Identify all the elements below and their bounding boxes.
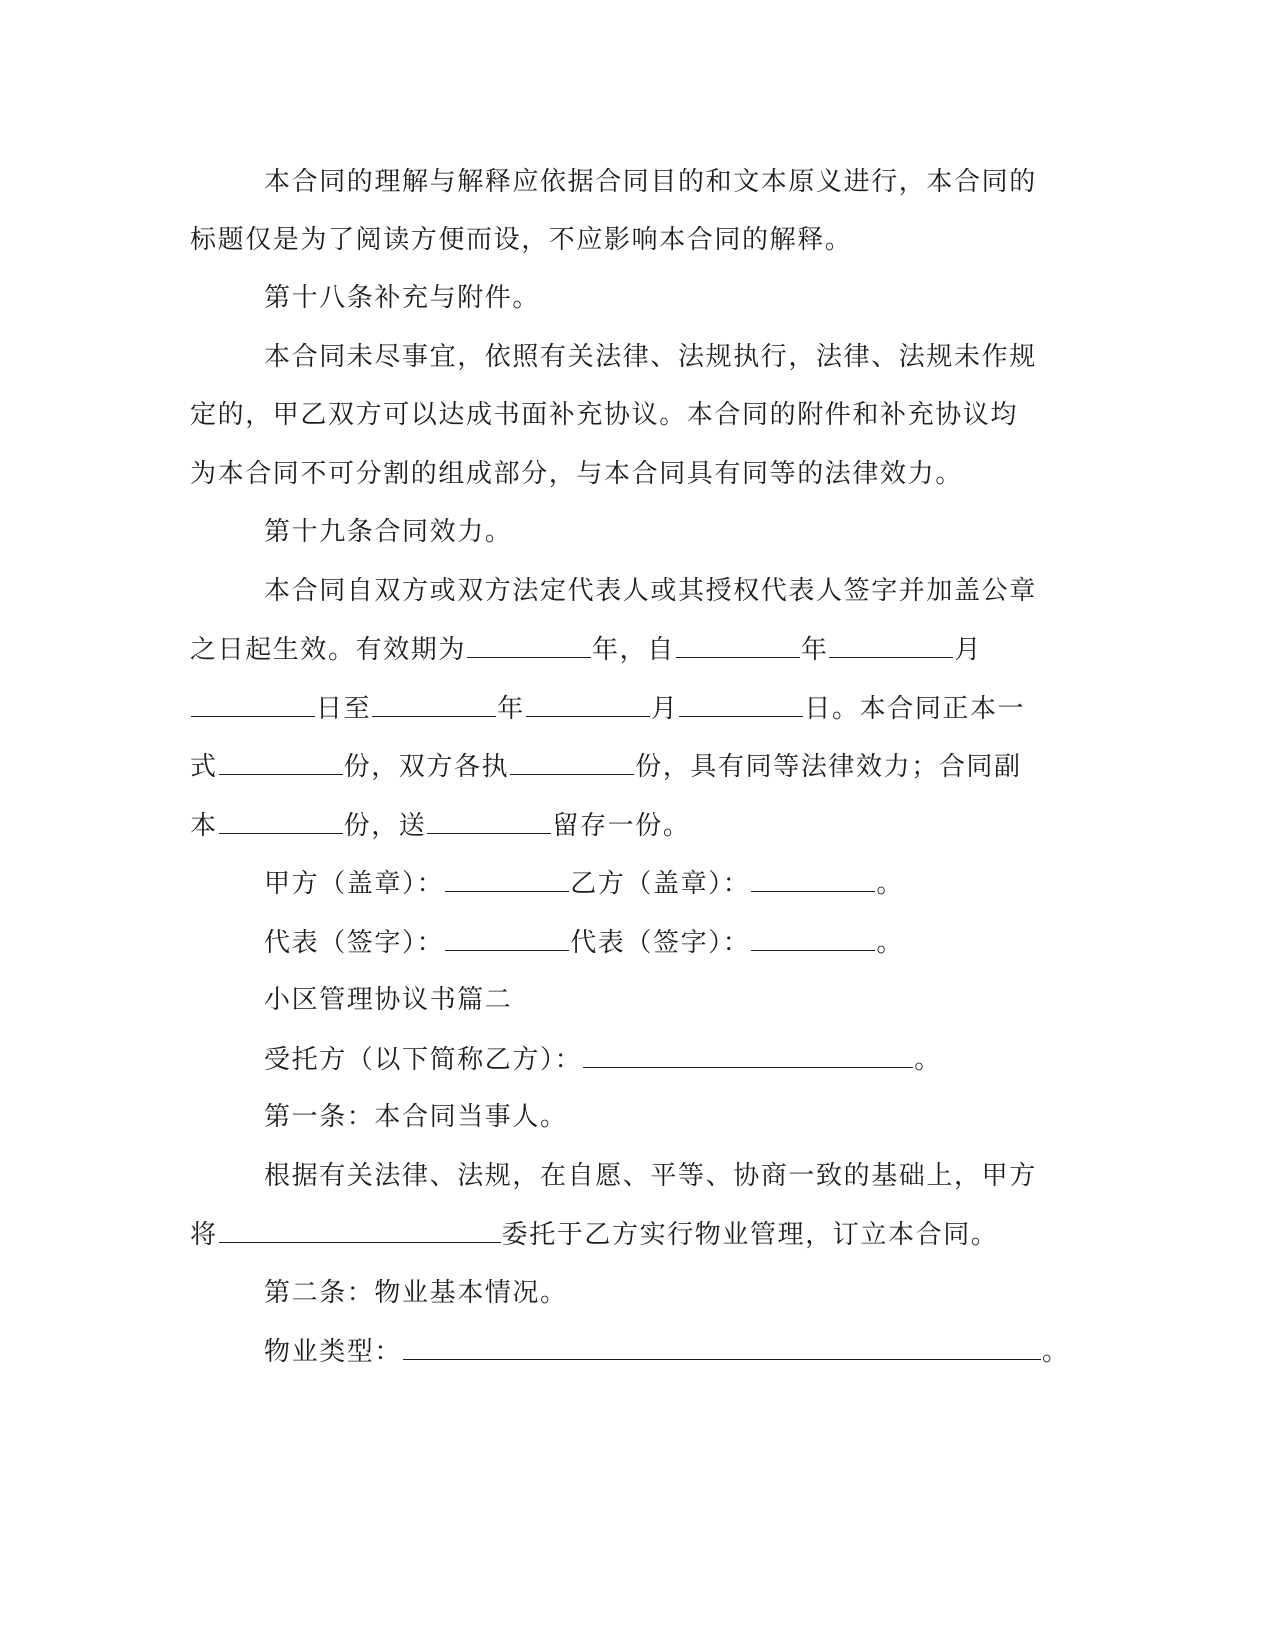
text: 年，自: [592, 635, 675, 665]
end-day-blank[interactable]: [679, 691, 803, 717]
paragraph-line: [190, 457, 963, 491]
party-b-seal-blank[interactable]: [751, 866, 875, 892]
text: 。: [876, 928, 905, 958]
start-month-blank[interactable]: [829, 632, 953, 658]
term-years-blank[interactable]: [467, 632, 591, 658]
text: 代表（签字）：: [264, 928, 445, 958]
paragraph-line: [190, 223, 852, 257]
original-copies-blank[interactable]: [219, 749, 343, 775]
text: 本合同自双方或双方法定代表人或其授权代表人签字并加盖公章: [264, 576, 1037, 606]
text: 受托方（以下简称乙方）：: [264, 1045, 583, 1075]
text: 月: [954, 635, 983, 665]
paragraph-line: [190, 749, 1022, 783]
seal-line: [264, 866, 904, 900]
text: 本合同未尽事宜，依照有关法律、法规执行，法律、法规未作规: [264, 342, 1037, 372]
property-type-line: [264, 1334, 1070, 1368]
text: 。: [914, 1045, 942, 1075]
article-19-heading: [264, 515, 512, 549]
text: 份，双方各执: [343, 752, 510, 782]
end-month-blank[interactable]: [526, 691, 650, 717]
trustee-name-blank[interactable]: [583, 1042, 913, 1068]
article-1-heading: [264, 1100, 568, 1134]
text: 月: [650, 694, 679, 724]
section-title: [264, 983, 512, 1017]
text: 留存一份。: [552, 811, 691, 841]
paragraph-line: [264, 574, 1037, 608]
text: 为本合同不可分割的组成部分，与本合同具有同等的法律效力。: [190, 459, 963, 489]
start-day-blank[interactable]: [191, 691, 315, 717]
send-to-blank[interactable]: [427, 808, 551, 834]
text: 将: [190, 1220, 218, 1250]
text: 。: [1042, 1337, 1070, 1367]
text: 本合同的理解与解释应依据合同目的和文本原义进行，本合同的: [264, 167, 1037, 197]
text: 日。本合同正本一: [804, 694, 1026, 724]
rep-a-sign-blank[interactable]: [445, 925, 569, 951]
property-name-blank[interactable]: [219, 1217, 501, 1243]
text: 年: [497, 694, 525, 724]
text: 代表（签字）：: [570, 928, 751, 958]
end-year-blank[interactable]: [372, 691, 496, 717]
text: 本: [190, 811, 218, 841]
text: 定的，甲乙双方可以达成书面补充协议。本合同的附件和补充协议均: [190, 400, 1019, 430]
article-2-heading: [264, 1276, 568, 1310]
rep-b-sign-blank[interactable]: [751, 925, 875, 951]
copies-each-blank[interactable]: [510, 749, 634, 775]
text: 。: [876, 869, 905, 899]
paragraph-line: [264, 340, 1037, 374]
party-a-seal-blank[interactable]: [445, 866, 569, 892]
text: 小区管理协议书篇二: [264, 985, 513, 1015]
text: 甲方（盖章）：: [264, 869, 445, 899]
text: 之日起生效。有效期为: [190, 635, 467, 665]
text: 委托于乙方实行物业管理，订立本合同。: [501, 1220, 999, 1250]
paragraph-line: [190, 808, 690, 842]
text: 标题仅是为了阅读方便而设，不应影响本合同的解释。: [190, 225, 853, 255]
article-18-heading: [264, 281, 540, 315]
property-type-blank[interactable]: [403, 1334, 1041, 1360]
trustee-line: [264, 1042, 942, 1076]
paragraph-line: [190, 398, 1018, 432]
text: 根据有关法律、法规，在自愿、平等、协商一致的基础上，甲方: [264, 1161, 1037, 1191]
start-year-blank[interactable]: [676, 632, 800, 658]
text: 第二条：物业基本情况。: [264, 1278, 568, 1308]
text: 式: [190, 752, 218, 782]
text: 第一条：本合同当事人。: [264, 1102, 568, 1132]
text: 乙方（盖章）：: [570, 869, 751, 899]
text: 日至: [316, 694, 372, 724]
signature-line: [264, 925, 904, 959]
text: 第十九条合同效力。: [264, 517, 513, 547]
paragraph-line: [190, 632, 982, 666]
text: 年: [800, 635, 829, 665]
text: 第十八条补充与附件。: [264, 283, 541, 313]
paragraph-line: [190, 1217, 998, 1251]
paragraph-line: [190, 691, 1025, 725]
duplicate-copies-blank[interactable]: [219, 808, 343, 834]
text: 份，送: [343, 811, 427, 841]
paragraph-line: [264, 165, 1037, 199]
text: 物业类型：: [264, 1337, 403, 1367]
text: 份，具有同等法律效力；合同副: [635, 752, 1022, 782]
paragraph-line: [264, 1159, 1037, 1193]
